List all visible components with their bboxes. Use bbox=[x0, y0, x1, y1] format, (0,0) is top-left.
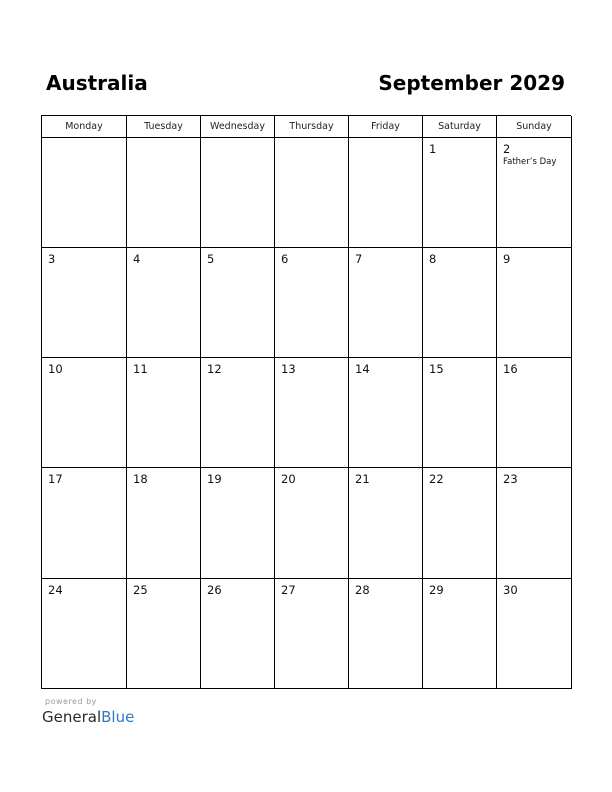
day-cell bbox=[497, 579, 572, 689]
day-cell bbox=[275, 248, 349, 358]
page-header bbox=[0, 0, 612, 110]
day-cell bbox=[349, 138, 423, 248]
day-cell bbox=[42, 468, 127, 579]
logo-blue-text: Blue bbox=[101, 708, 135, 726]
day-cell bbox=[127, 358, 201, 468]
calendar-weeks bbox=[42, 138, 571, 689]
day-number: 29 bbox=[429, 583, 444, 597]
generalblue-logo[interactable] bbox=[42, 708, 242, 726]
day-number: 23 bbox=[503, 472, 518, 486]
day-number: 20 bbox=[281, 472, 296, 486]
logo-general-text: General bbox=[42, 708, 102, 726]
holiday-label: Father’s Day bbox=[503, 157, 557, 167]
day-cell bbox=[275, 358, 349, 468]
day-cell bbox=[497, 248, 572, 358]
day-cell bbox=[42, 248, 127, 358]
day-cell bbox=[201, 248, 275, 358]
day-cell bbox=[497, 358, 572, 468]
weekday-saturday: Saturday bbox=[423, 116, 497, 138]
weekday-tuesday: Tuesday bbox=[127, 116, 201, 138]
day-number: 30 bbox=[503, 583, 518, 597]
day-cell bbox=[127, 579, 201, 689]
country-title: Australia bbox=[46, 71, 148, 95]
day-number: 26 bbox=[207, 583, 222, 597]
day-cell bbox=[201, 138, 275, 248]
day-cell bbox=[423, 138, 497, 248]
weekday-monday: Monday bbox=[42, 116, 127, 138]
weekday-friday: Friday bbox=[349, 116, 423, 138]
day-number: 24 bbox=[48, 583, 63, 597]
weekday-sunday: Sunday bbox=[497, 116, 572, 138]
day-number: 1 bbox=[429, 142, 437, 156]
weekday-thursday: Thursday bbox=[275, 116, 349, 138]
day-number: 22 bbox=[429, 472, 444, 486]
day-number: 19 bbox=[207, 472, 222, 486]
day-number: 10 bbox=[48, 362, 63, 376]
day-cell bbox=[349, 468, 423, 579]
day-cell bbox=[201, 468, 275, 579]
footer-branding bbox=[42, 697, 242, 731]
day-number: 27 bbox=[281, 583, 296, 597]
day-number: 17 bbox=[48, 472, 63, 486]
day-number: 5 bbox=[207, 252, 215, 266]
day-cell bbox=[497, 138, 572, 248]
weekday-header-row bbox=[42, 116, 571, 138]
day-cell bbox=[275, 579, 349, 689]
day-number: 4 bbox=[133, 252, 141, 266]
day-number: 25 bbox=[133, 583, 148, 597]
day-number: 28 bbox=[355, 583, 370, 597]
day-number: 14 bbox=[355, 362, 370, 376]
day-cell bbox=[349, 579, 423, 689]
day-cell bbox=[275, 138, 349, 248]
day-number: 7 bbox=[355, 252, 363, 266]
day-number: 15 bbox=[429, 362, 444, 376]
day-cell bbox=[127, 468, 201, 579]
day-cell bbox=[349, 248, 423, 358]
day-cell bbox=[423, 579, 497, 689]
day-number: 12 bbox=[207, 362, 222, 376]
day-number: 3 bbox=[48, 252, 56, 266]
day-cell bbox=[497, 468, 572, 579]
day-cell bbox=[275, 468, 349, 579]
day-cell bbox=[423, 468, 497, 579]
month-year-title: September 2029 bbox=[378, 71, 565, 95]
day-cell bbox=[349, 358, 423, 468]
day-cell bbox=[127, 248, 201, 358]
day-number: 11 bbox=[133, 362, 148, 376]
day-cell bbox=[201, 579, 275, 689]
day-number: 2 bbox=[503, 142, 511, 156]
weekday-wednesday: Wednesday bbox=[201, 116, 275, 138]
day-cell bbox=[42, 358, 127, 468]
day-number: 13 bbox=[281, 362, 296, 376]
day-number: 9 bbox=[503, 252, 511, 266]
day-number: 18 bbox=[133, 472, 148, 486]
powered-by-label: powered by bbox=[45, 697, 97, 706]
day-number: 16 bbox=[503, 362, 518, 376]
calendar-grid bbox=[41, 115, 571, 689]
day-number: 6 bbox=[281, 252, 289, 266]
day-cell bbox=[42, 138, 127, 248]
day-cell bbox=[423, 248, 497, 358]
day-cell bbox=[201, 358, 275, 468]
day-cell bbox=[127, 138, 201, 248]
day-cell bbox=[42, 579, 127, 689]
day-number: 21 bbox=[355, 472, 370, 486]
day-cell bbox=[423, 358, 497, 468]
day-number: 8 bbox=[429, 252, 437, 266]
